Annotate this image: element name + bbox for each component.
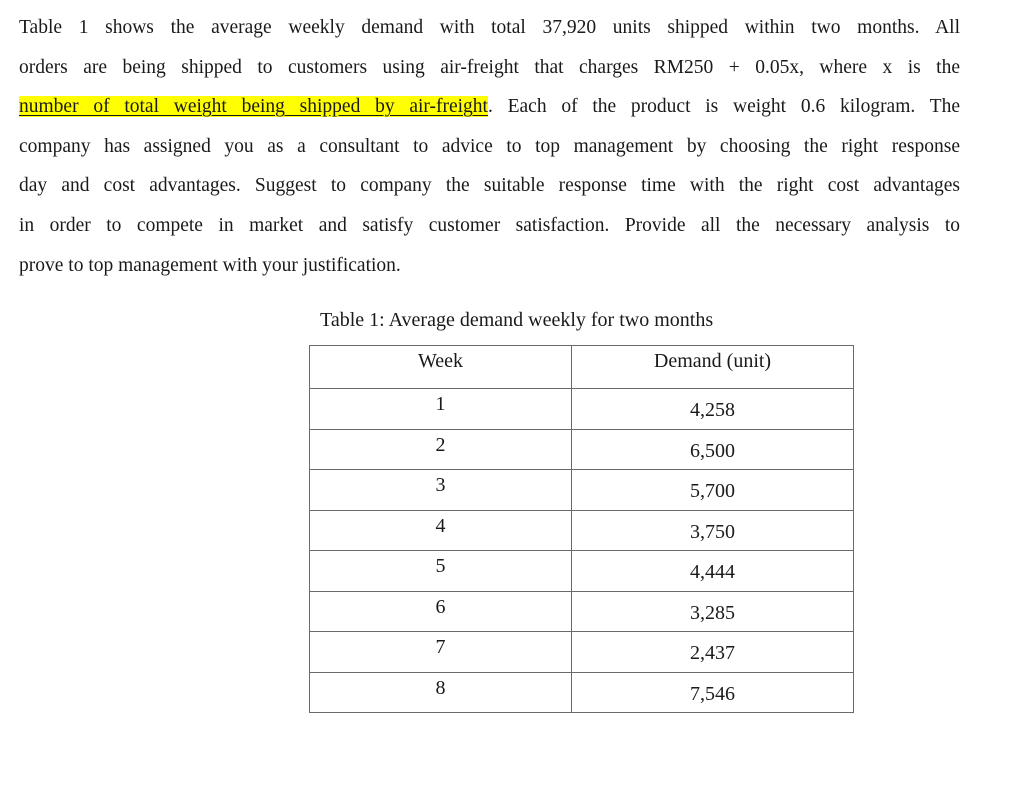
paragraph-line: company has assigned you as a consultant to advice to top management by choosing the right response [19, 135, 960, 157]
highlighted-phrase: number of total weight being shipped by air-freight [19, 96, 488, 118]
demand-value: 4,444 [690, 561, 735, 583]
week-cell [310, 591, 572, 632]
demand-cell [572, 591, 854, 632]
week-cell [310, 389, 572, 430]
demand-cell [572, 632, 854, 673]
week-cell [310, 470, 572, 511]
demand-cell [572, 551, 854, 592]
week-column-header: Week [310, 346, 572, 389]
demand-value: 6,500 [690, 439, 735, 462]
demand-column-header: Demand (unit) [572, 346, 854, 389]
table-row [310, 429, 854, 470]
demand-value: 5,700 [690, 480, 735, 502]
week-cell [310, 510, 572, 551]
demand-value: 2,437 [690, 642, 735, 664]
demand-cell [572, 429, 854, 470]
table-row [310, 389, 854, 430]
demand-cell [572, 470, 854, 511]
week-value: 4 [435, 514, 446, 537]
demand-table [309, 345, 854, 713]
demand-cell [572, 672, 854, 713]
table-row [310, 672, 854, 713]
demand-cell [572, 389, 854, 430]
table-row [310, 510, 854, 551]
table-row [310, 470, 854, 511]
paragraph-line: prove to top management with your justification. [19, 254, 401, 276]
week-value: 6 [435, 595, 446, 618]
paragraph-line-rest: . Each of the product is weight 0.6 kilogram. The [487, 96, 960, 118]
table-header-row [310, 346, 854, 389]
paragraph-line: in order to compete in market and satisfy customer satisfaction. Provide all the necessary analysis to [19, 214, 960, 236]
problem-paragraph [19, 8, 960, 285]
table-caption: Table 1: Average demand weekly for two months [320, 309, 714, 331]
table-row [310, 632, 854, 673]
paragraph-line-with-highlight [19, 87, 960, 127]
week-value: 3 [435, 474, 446, 496]
demand-value: 4,258 [690, 399, 735, 421]
paragraph-line: orders are being shipped to customers using air-freight that charges RM250 + 0.05x, where x is the [19, 56, 960, 78]
week-value: 5 [435, 555, 446, 577]
week-value: 1 [435, 393, 446, 415]
demand-value: 3,750 [690, 520, 735, 543]
week-value: 8 [435, 676, 446, 699]
week-cell [310, 672, 572, 713]
week-cell [310, 632, 572, 673]
demand-value: 3,285 [690, 601, 735, 624]
week-value: 7 [435, 636, 446, 658]
demand-value: 7,546 [690, 682, 735, 705]
week-cell [310, 429, 572, 470]
demand-cell [572, 510, 854, 551]
paragraph-line: Table 1 shows the average weekly demand with total 37,920 units shipped within two months. All [19, 17, 960, 38]
paragraph-line: day and cost advantages. Suggest to company the suitable response time with the right cost advantages [19, 175, 960, 197]
week-value: 2 [435, 433, 446, 456]
table-row [310, 591, 854, 632]
week-cell [310, 551, 572, 592]
table-row [310, 551, 854, 592]
